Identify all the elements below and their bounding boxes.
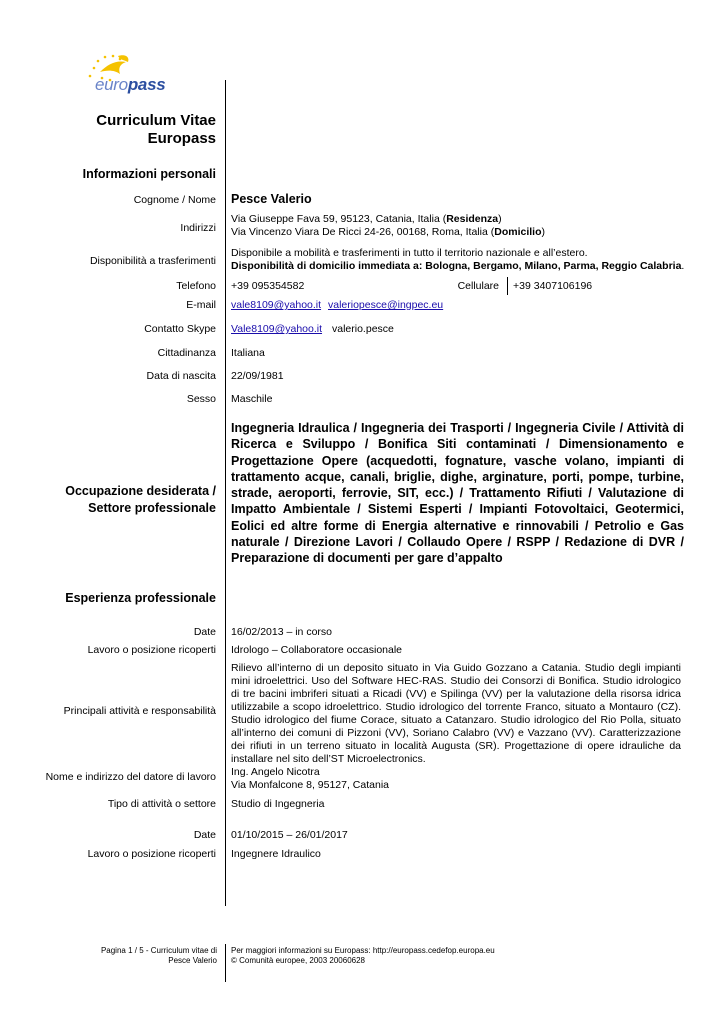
- job2-date-label: Date: [193, 829, 216, 841]
- citizenship-label: Cittadinanza: [157, 347, 216, 359]
- sex-value: Maschile: [231, 393, 273, 405]
- europass-logo: [80, 50, 170, 100]
- section-experience: Esperienza professionale: [65, 591, 216, 605]
- availability-value: Disponibile a mobilità e trasferimenti in tutto il territorio nazionale e all’estero. Disponibilità di domicilio immediata a: Bologna, Bergamo, Milano, Parma, Reggio Calabria.: [231, 247, 685, 272]
- footer-europass-info: Per maggiori informazioni su Europass: http://europass.cedefop.europa.eu © Comunità europee, 2003 20060628: [231, 946, 495, 965]
- job1-employer: Ing. Angelo Nicotra Via Monfalcone 8, 95127, Catania: [231, 766, 390, 791]
- phone-value: +39 095354582: [231, 280, 305, 292]
- job1-employer-label: Nome e indirizzo del datore di lavoro: [45, 771, 216, 783]
- job1-activities: Rilievo all’interno di un deposito situato in Via Guido Gozzano a Catania. Studio degli impianti mini idroelettrici. Uso del Software HEC-RAS. Studio dei Consorzi di Bonifica. Studio idrologico di tre bacini imbriferi situati a Ricadi (VV) e Spilinga (VV) per la valutazione della risorsa idrica utilizzabile a scopo idroelettrico. Studio idrologico del torrente Franco, situato a Montauro (CZ). Studio idrologico del fiume Corace, situato a Catanzaro. Studio idrologico del Rio Polla, situato all’interno dei comuni di Pizzoni (VV), Soriano Calabro (VV) e Vazzano (VV). Caratterizzazione dei rifiuti in un terreno situato in località Augusta (SR). Progettazione di opere idrauliche da installare nel sito dell’ST Microelectronics.: [231, 662, 681, 765]
- column-divider: [225, 80, 226, 906]
- full-name: Pesce Valerio: [231, 192, 312, 206]
- footer-divider: [225, 944, 226, 982]
- availability-label: Disponibilità a trasferimenti: [89, 255, 216, 267]
- email-link-2[interactable]: valeriopesce@ingpec.eu: [328, 299, 444, 311]
- citizenship-value: Italiana: [231, 347, 265, 359]
- skype-email-link[interactable]: Vale8109@yahoo.it: [231, 323, 323, 335]
- address-value: Via Giuseppe Fava 59, 95123, Catania, Italia (Residenza) Via Vincenzo Viara De Ricci 24-26, 00168, Roma, Italia (Domicilio): [231, 213, 545, 238]
- job2-date: 01/10/2015 – 26/01/2017: [231, 829, 348, 841]
- job2-position-label: Lavoro o posizione ricoperti: [87, 848, 216, 860]
- job1-date-label: Date: [193, 626, 216, 638]
- email-label: E-mail: [186, 299, 216, 311]
- skype-id: valerio.pesce: [332, 323, 394, 335]
- job1-position: Idrologo – Collaboratore occasionale: [231, 644, 403, 656]
- email-link-1[interactable]: vale8109@yahoo.it: [231, 299, 322, 311]
- phone-label: Telefono: [176, 280, 216, 292]
- mobile-label: Cellulare: [457, 280, 499, 292]
- name-label: Cognome / Nome: [133, 194, 216, 206]
- birth-value: 22/09/1981: [231, 370, 284, 382]
- footer-page-info: Pagina 1 / 5 - Curriculum vitae di Pesce Valerio: [100, 946, 217, 965]
- mobile-value: +39 3407106196: [513, 280, 593, 292]
- mobile-divider: [507, 277, 508, 295]
- europass-logo-text: europass: [95, 75, 166, 94]
- job1-position-label: Lavoro o posizione ricoperti: [87, 644, 216, 656]
- birth-label: Data di nascita: [146, 370, 216, 382]
- job1-date: 16/02/2013 – in corso: [231, 626, 332, 638]
- occupation-text: Ingegneria Idraulica / Ingegneria dei Trasporti / Ingegneria Civile / Attività di Ricerca e Sviluppo / Bonifica Siti contaminati / Dimensionamento e Progettazione Opere (acquedotti, fognature, vasche volano, impianti di trattamento acque, canali, briglie, dighe, arginature, porti, pompe, turbine, strade, aeroporti, ferrovie, SIT, ecc.) / Trattamento Rifiuti / Valutazione di Impatto Ambientale / Sistemi Esperti / Impianti Fotovoltaici, Geotermici, Eolici ed altre forme di Energia alternative e rinnovabili / Petrolio e Gas naturale / Direzione Lavori / Collaudo Opere / RSPP / Redazione di DVR / Preparazione di documenti per gare d’appalto: [231, 421, 684, 566]
- sex-label: Sesso: [186, 393, 216, 405]
- cv-title: Curriculum Vitae Europass: [96, 112, 216, 147]
- skype-label: Contatto Skype: [144, 323, 216, 335]
- job1-sector-label: Tipo di attività o settore: [107, 798, 216, 810]
- section-personal-info: Informazioni personali: [82, 167, 216, 181]
- address-label: Indirizzi: [180, 222, 216, 234]
- job1-activities-label: Principali attività e responsabilità: [63, 705, 216, 717]
- occupation-label: Occupazione desiderata / Settore professionale: [65, 484, 216, 515]
- job2-position: Ingegnere Idraulico: [231, 848, 321, 860]
- job1-sector: Studio di Ingegneria: [231, 798, 325, 810]
